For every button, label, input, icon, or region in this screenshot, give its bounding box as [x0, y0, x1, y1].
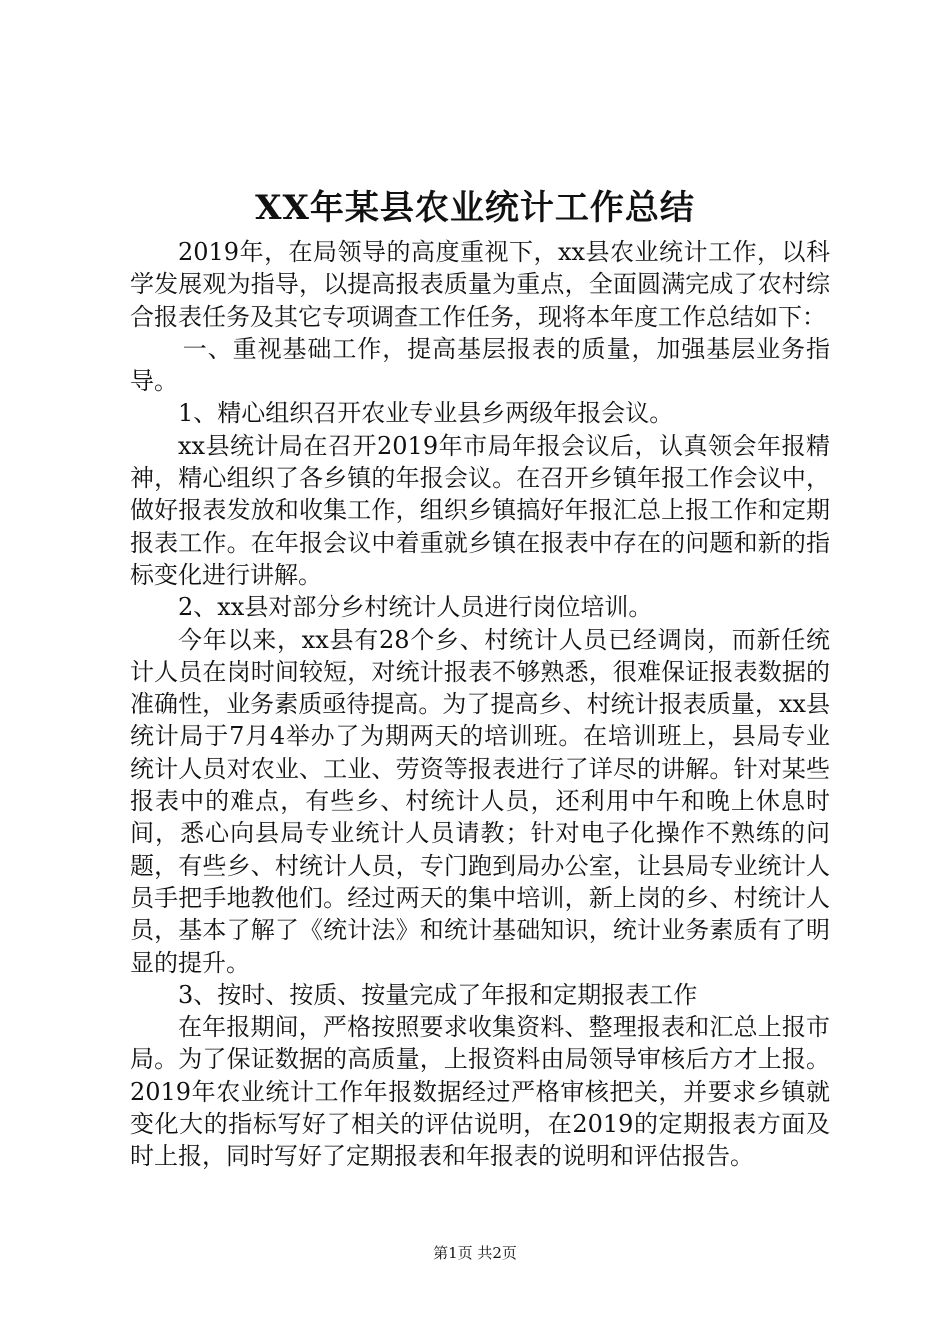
paragraph-annual-meeting: xx县统计局在召开2019年市局年报会议后，认真领会年报精神，精心组织了各乡镇的年报会议。在召开乡镇年报工作会议中，做好报表发放和收集工作，组织乡镇搞好年报汇总上报工作和定期报表工作。在年报会议中着重就乡镇在报表中存在的问题和新的指标变化进行讲解。	[130, 431, 830, 589]
document-title: XX年某县农业统计工作总结	[255, 188, 695, 228]
paragraph-intro: 2019年，在局领导的高度重视下，xx县农业统计工作，以科学发展观为指导，以提高报表质量为重点，全面圆满完成了农村综合报表任务及其它专项调查工作任务，现将本年度工作总结如下：	[130, 238, 830, 331]
subheading-3: 3、按时、按质、按量完成了年报和定期报表工作	[178, 980, 698, 1009]
subheading-2: 2、xx县对部分乡村统计人员进行岗位培训。	[178, 593, 653, 622]
paragraph-reporting: 在年报期间，严格按照要求收集资料、整理报表和汇总上报市局。为了保证数据的高质量，上报资料由局领导审核后方才上报。2019年农业统计工作年报数据经过严格审核把关，并要求乡镇就变化大的指标写好了相关的评估说明，在2019的定期报表方面及时上报，同时写好了定期报表和年报表的说明和评估报告。	[130, 1013, 830, 1171]
section-heading-1: 一、重视基础工作，提高基层报表的质量，加强基层业务指导。	[130, 334, 830, 396]
subheading-1: 1、精心组织召开农业专业县乡两级年报会议。	[178, 399, 674, 428]
page-number-footer: 第1页 共2页	[433, 1244, 517, 1262]
document-body	[130, 236, 830, 1173]
paragraph-training: 今年以来，xx县有28个乡、村统计人员已经调岗，而新任统计人员在岗时间较短，对统计报表不够熟悉，很难保证报表数据的准确性，业务素质亟待提高。为了提高乡、村统计报表质量，xx县统计局于7月4举办了为期两天的培训班。在培训班上，县局专业统计人员对农业、工业、劳资等报表进行了详尽的讲解。针对某些报表中的难点，有些乡、村统计人员，还利用中午和晚上休息时间，悉心向县局专业统计人员请教；针对电子化操作不熟练的问题，有些乡、村统计人员，专门跑到局办公室，让县局专业统计人员手把手地教他们。经过两天的集中培训，新上岗的乡、村统计人员，基本了解了《统计法》和统计基础知识，统计业务素质有了明显的提升。	[130, 625, 830, 977]
